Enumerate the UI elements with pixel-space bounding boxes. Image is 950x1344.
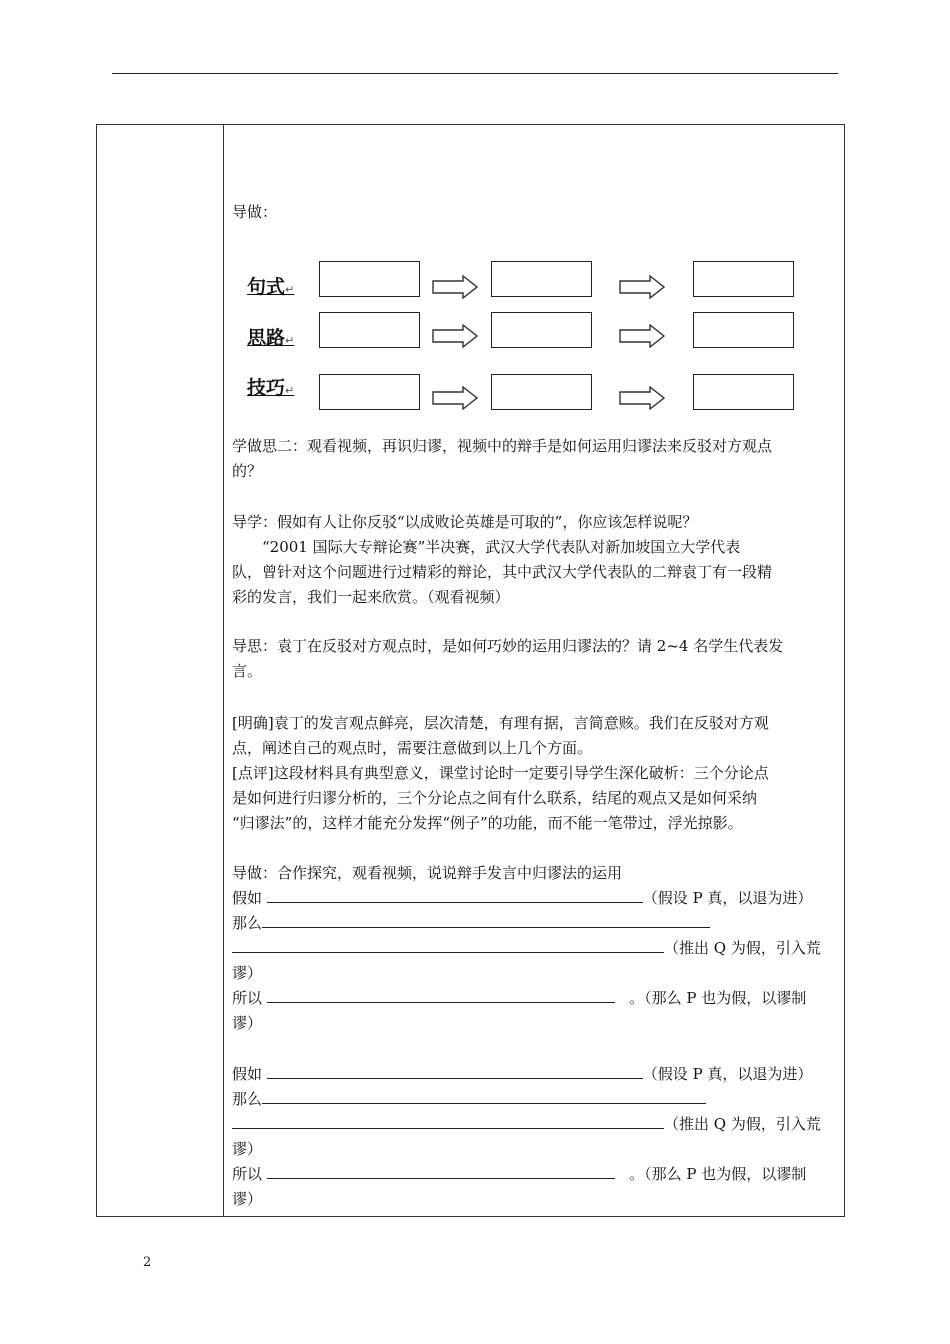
name-row: 那么 xyxy=(232,911,838,936)
blank-line[interactable] xyxy=(262,913,710,928)
xuezuosi-line: 学做思二：观看视频，再识归谬，视频中的辩手是如何运用归谬法来反驳对方观点 xyxy=(232,437,773,455)
intro-line: 队，曾针对这个问题进行过精彩的辩论，其中武汉大学代表队的二辩袁丁有一段精 xyxy=(232,563,773,581)
daoxue-line: 导学：假如有人让你反驳“以成败论英雄是可取的”，你应该怎样说呢？ xyxy=(232,513,698,531)
suoyi-row: 所以 。（那么 P 也为假，以谬制 xyxy=(232,989,807,1007)
flow-box xyxy=(319,374,420,410)
flow-box xyxy=(491,261,592,297)
tuichu-wrap: 谬） xyxy=(232,964,263,982)
xuezuosi-question xyxy=(232,434,838,484)
fill-blank-group xyxy=(232,886,838,1036)
tuichu-row: （推出 Q 为假，引入荒 xyxy=(232,1112,838,1137)
flow-box xyxy=(693,312,794,348)
right-arrow-icon xyxy=(619,275,665,299)
blank-line[interactable] xyxy=(232,938,664,953)
daosi-paragraph xyxy=(232,634,838,684)
flow-box xyxy=(491,312,592,348)
suoyi-wrap: 谬） xyxy=(232,1014,263,1032)
right-arrow-icon xyxy=(432,275,478,299)
suoyi-wrap: 谬） xyxy=(232,1190,263,1208)
header-rule xyxy=(112,73,838,74)
daozuo-label: 导做： xyxy=(232,203,278,221)
suoyi-row: 所以 。（那么 P 也为假，以谬制 xyxy=(232,1165,807,1183)
flow-label-silu: 思路↵ xyxy=(247,327,295,349)
right-arrow-icon xyxy=(432,324,478,348)
daoxue-paragraph xyxy=(232,510,838,610)
name-row: 那么 xyxy=(232,1087,838,1112)
dianping-line: “归谬法”的，这样才能充分发挥“例子”的功能，而不能一笔带过，浮光掠影。 xyxy=(232,814,743,832)
intro-line: 彩的发言，我们一起来欣赏。（观看视频） xyxy=(232,588,510,606)
mingque-line: 点，阐述自己的观点时，需要注意做到以上几个方面。 xyxy=(232,739,593,757)
flow-box xyxy=(319,261,420,297)
flow-box xyxy=(693,261,794,297)
blank-line[interactable] xyxy=(267,988,615,1003)
xuezuosi-line: 的？ xyxy=(232,462,263,480)
flow-label-juzi: 句式↵ xyxy=(247,276,295,298)
intro-line: “2001 国际大专辩论赛”半决赛，武汉大学代表队对新加坡国立大学代表 xyxy=(262,538,741,556)
blank-line[interactable] xyxy=(267,888,643,903)
daozuo2-line: 导做：合作探究，观看视频，说说辩手发言中归谬法的运用 xyxy=(232,864,623,882)
flow-box xyxy=(693,374,794,410)
daosi-line: 言。 xyxy=(232,662,263,680)
flow-box xyxy=(319,312,420,348)
jiaru-row: 假如 （假设 P 真，以退为进） xyxy=(232,1065,813,1083)
right-arrow-icon xyxy=(619,386,665,410)
daosi-line: 导思：袁丁在反驳对方观点时，是如何巧妙的运用归谬法的？请 2~4 名学生代表发 xyxy=(232,637,784,655)
blank-line[interactable] xyxy=(232,1114,664,1129)
fill-blank-group xyxy=(232,1062,838,1212)
page-number: 2 xyxy=(143,1255,152,1270)
tuichu-wrap: 谬） xyxy=(232,1140,263,1158)
blank-line[interactable] xyxy=(267,1164,615,1179)
mingque-line: [明确]袁丁的发言观点鲜亮，层次清楚，有理有据，言简意赅。我们在反驳对方观 xyxy=(232,714,769,732)
blank-line[interactable] xyxy=(267,1064,643,1079)
right-arrow-icon xyxy=(619,324,665,348)
blank-line[interactable] xyxy=(262,1089,706,1104)
jiaru-row: 假如 （假设 P 真，以退为进） xyxy=(232,889,813,907)
daozuo2-paragraph xyxy=(232,861,838,886)
flow-label-jiqiao: 技巧↵ xyxy=(247,377,295,399)
mingque-dianping xyxy=(232,711,838,836)
tuichu-row: （推出 Q 为假，引入荒 xyxy=(232,936,838,961)
flow-box xyxy=(491,374,592,410)
column-divider xyxy=(223,125,224,1216)
right-arrow-icon xyxy=(432,386,478,410)
dianping-line: 是如何进行归谬分析的，三个分论点之间有什么联系，结尾的观点又是如何采纳 xyxy=(232,789,758,807)
dianping-line: [点评]这段材料具有典型意义，课堂讨论时一定要引导学生深化破析：三个分论点 xyxy=(232,764,769,782)
